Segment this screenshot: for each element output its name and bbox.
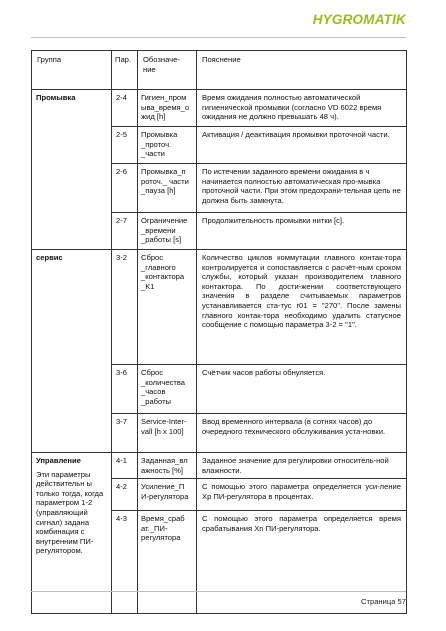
- table-row: [32, 250, 407, 365]
- table-header-row: [32, 51, 407, 90]
- param-number: 4-2: [112, 479, 138, 511]
- param-description: Счётчик часов работы обнуляется.: [197, 365, 407, 414]
- header-par: Пар.: [112, 51, 138, 90]
- param-number: 2-6: [112, 164, 138, 213]
- param-description: С помощью этого параметра определяется время срабатывания Хn ПИ-регулятора.: [197, 511, 407, 614]
- page-number: Страница 57: [361, 597, 406, 606]
- footer-divider: [31, 591, 406, 592]
- param-name: Промывка _проточ. _части: [138, 127, 197, 164]
- param-name: Сброс _главного _контактора _K1: [138, 250, 197, 365]
- header-name: Обозначе-ние: [138, 51, 197, 90]
- param-description: С помощью этого параметра определяется уси-ление Хр ПИ-регулятора в процентах.: [197, 479, 407, 511]
- param-name: Заданная_вл ажность [%]: [138, 453, 197, 479]
- parameter-table: [31, 50, 407, 614]
- param-name: Время_сраб ат._ПИ-регулятора: [138, 511, 197, 614]
- hygromatik-logo: HYGROMATIK: [312, 12, 406, 27]
- group-cell-flushing: [32, 90, 112, 250]
- header-divider: [31, 37, 406, 38]
- group-cell-service: [32, 250, 112, 453]
- param-description: Время ожидания полностью автоматической гигиенической промывки (согласно VD 6022 время ожидания не должно превышать 48 ч).: [197, 90, 407, 127]
- param-description: Продолжительность промывки нитки [с].: [197, 213, 407, 250]
- param-description: Ввод временного интервала (в сотнях часов) до очередного технического обслуживания уста-новки.: [197, 414, 407, 453]
- param-description: Количество циклов коммутации главного контак-тора контролируется и сопоставляется с расчёт-ным сроком службы, который указан производителем главного контактора. По дости-жении соответствующего значения в разделе считываемых параметров устанавливается ста-тус r01 = "270". После замены главного контак-тора необходимо удалить статусное сообщение с помощью параметра 3-2 = "1".: [197, 250, 407, 365]
- param-number: 3-2: [112, 250, 138, 365]
- group-title: Промывка: [36, 93, 76, 102]
- group-title: сервис: [36, 253, 63, 262]
- param-number: 2-4: [112, 90, 138, 127]
- param-number: 3-6: [112, 365, 138, 414]
- param-number: 2-7: [112, 213, 138, 250]
- table-row: [32, 453, 407, 479]
- param-name: Сброс _количества _часов _работы: [138, 365, 197, 414]
- param-name: Усиление_П И-регулятора: [138, 479, 197, 511]
- group-title: Управление: [36, 456, 81, 465]
- group-cell-control: [32, 453, 112, 614]
- param-number: 2-5: [112, 127, 138, 164]
- param-description: Активация / деактивация промывки проточной части.: [197, 127, 407, 164]
- header-group: Группа: [32, 51, 112, 90]
- param-number: 4-1: [112, 453, 138, 479]
- param-name: Ограничение _времени _работы [s]: [138, 213, 197, 250]
- table-row: [32, 90, 407, 127]
- param-name: Промывка_п роточ._ части _пауза [h]: [138, 164, 197, 213]
- param-description: По истечении заданного времени ожидания в ч начинается полностью автоматическая про-мывка проточной части. При этом предохрани-тельная цепь не должна быть замкнута.: [197, 164, 407, 213]
- param-description: Заданное значение для регулировки относитель-ной влажности.: [197, 453, 407, 479]
- param-number: 4-3: [112, 511, 138, 614]
- header-desc: Пояснение: [197, 51, 407, 90]
- param-name: Service-Inter-vall [h x 100]: [138, 414, 197, 453]
- group-note: Эти параметры действительн ы только тогда, когда параметром 1-2 (управляющий сигнал) задана комбинация с внутренним ПИ-регулятором.: [36, 469, 104, 556]
- param-number: 3-7: [112, 414, 138, 453]
- param-name: Гигиен_пром ыва_время_о жид [h]: [138, 90, 197, 127]
